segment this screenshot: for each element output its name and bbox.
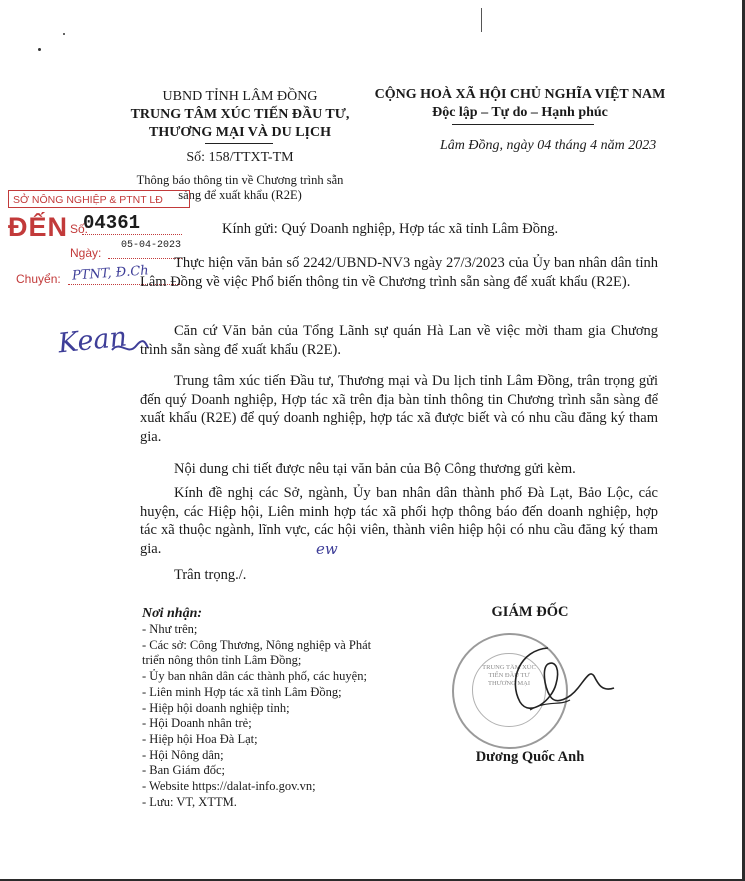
org-name-line2: THƯƠNG MẠI VÀ DU LỊCH <box>148 125 331 140</box>
paragraph-3: Trung tâm xúc tiến Đầu tư, Thương mại và Du lịch tỉnh Lâm Đồng, trân trọng gửi đến quý Doanh nghiệp, Hợp tác xã trên địa bàn tỉnh thông tin Chương trình sẵn sàng để xuất khẩu (R2E) để quý doanh nghiệp, hợp tác xã được biết và có nhu cầu đăng ký tham gia. <box>140 373 658 445</box>
paragraph-5: Kính đề nghị các Sở, ngành, Ủy ban nhân dân thành phố Đà Lạt, Bảo Lộc, các huyện, các Hiệp hội, Liên minh hợp tác xã phối hợp thông báo đến doanh nghiệp, hợp tác xã thuộc ngành, lĩnh vực, các hội viên, thành viên hiệp hội có nhu cầu đăng ký tham gia. <box>140 485 658 557</box>
motto-underline <box>452 124 594 125</box>
signer-title: GIÁM ĐỐC <box>491 604 569 620</box>
header-right <box>362 86 678 122</box>
recipient-item: - Lưu: VT, XTTM. <box>142 794 237 809</box>
doc-subject-line2: sàng để xuất khẩu (R2E) <box>178 188 302 202</box>
stamp-so-value: 04361 <box>83 212 141 234</box>
recipient-item: - Hội Doanh nhân trẻ; <box>142 716 252 731</box>
nation-title: CỘNG HOÀ XÃ HỘI CHỦ NGHĨA VIỆT NAM <box>374 87 666 102</box>
paragraph-4: Nội dung chi tiết được nêu tại văn bản của Bộ Công thương gửi kèm. <box>174 461 576 477</box>
recipient-item: - Hội Nông dân; <box>142 747 224 762</box>
recipient-item: - Như trên; <box>142 622 198 636</box>
recipient-item: - Ban Giám đốc; <box>142 763 225 778</box>
recipient-item: - Website https://dalat-info.gov.vn; <box>142 779 316 794</box>
stamp-den: ĐẾN <box>8 212 69 242</box>
org-underline <box>205 143 273 144</box>
recipients-title: Nơi nhận: <box>142 606 203 621</box>
stamp-dotline <box>82 234 182 235</box>
place-date: Lâm Đồng, ngày 04 tháng 4 năm 2023 <box>440 138 657 153</box>
province-name: UBND TỈNH LÂM ĐỒNG <box>162 89 318 104</box>
doc-number: Số: 158/TTXT-TM <box>186 150 294 165</box>
paragraph-1: Thực hiện văn bản số 2242/UBND-NV3 ngày 27/3/2023 của Ủy ban nhân dân tỉnh Lâm Đồng về việc Phổ biến thông tin về Chương trình sẵn sàng để xuất khẩu (R2E). <box>140 255 658 290</box>
recipients-block <box>142 606 402 810</box>
recipient-item: - Hiệp hội Hoa Đà Lạt; <box>142 731 258 746</box>
stamp-ngay-label: Ngày: <box>70 246 102 260</box>
header-left <box>110 88 370 142</box>
stamp-chuyen-handwriting: PTNT, Đ.Ch <box>71 263 150 284</box>
scan-speck <box>38 48 41 51</box>
initial-handwriting: ew <box>316 540 338 558</box>
signer-name: Dương Quốc Anh <box>475 749 585 765</box>
stamp-so-label: Số: <box>70 222 89 236</box>
recipient-item: - Ủy ban nhân dân các thành phố, các huyện; <box>142 669 367 684</box>
national-motto: Độc lập – Tự do – Hạnh phúc <box>432 105 608 120</box>
stamp-header: SỞ NÔNG NGHIỆP & PTNT LĐ <box>8 190 190 208</box>
stamp-ngay-value: 05-04-2023 <box>121 240 182 251</box>
seal-text: TRUNG TÂM XÚC TIẾN ĐẦU TƯ THƯƠNG MẠI <box>482 664 536 687</box>
signature-scribble <box>490 640 630 720</box>
paragraph-2: Căn cứ Văn bản của Tổng Lãnh sự quán Hà Lan về việc mời tham gia Chương trình sẵn sàng để xuất khẩu (R2E). <box>140 323 658 358</box>
recipient-item: - Hiệp hội doanh nghiệp tỉnh; <box>142 700 290 715</box>
greeting: Kính gửi: Quý Doanh nghiệp, Hợp tác xã tỉnh Lâm Đồng. <box>222 221 559 237</box>
recipient-item: triển nông thôn tỉnh Lâm Đồng; <box>142 653 302 668</box>
closing: Trân trọng./. <box>174 567 247 583</box>
org-name-line1: TRUNG TÂM XÚC TIẾN ĐẦU TƯ, <box>130 107 350 122</box>
doc-subject-line1: Thông báo thông tin về Chương trình sẵn <box>136 173 344 187</box>
scan-fold-line <box>481 8 482 32</box>
recipient-item: - Liên minh Hợp tác xã tỉnh Lâm Đồng; <box>142 684 342 699</box>
recipients-list <box>142 622 402 810</box>
recipient-item: - Các sở: Công Thương, Nông nghiệp và Phát <box>142 637 372 652</box>
scan-speck <box>63 33 65 35</box>
margin-handwriting: Kean <box>56 321 129 360</box>
stamp-chuyen-label: Chuyển: <box>16 272 61 286</box>
